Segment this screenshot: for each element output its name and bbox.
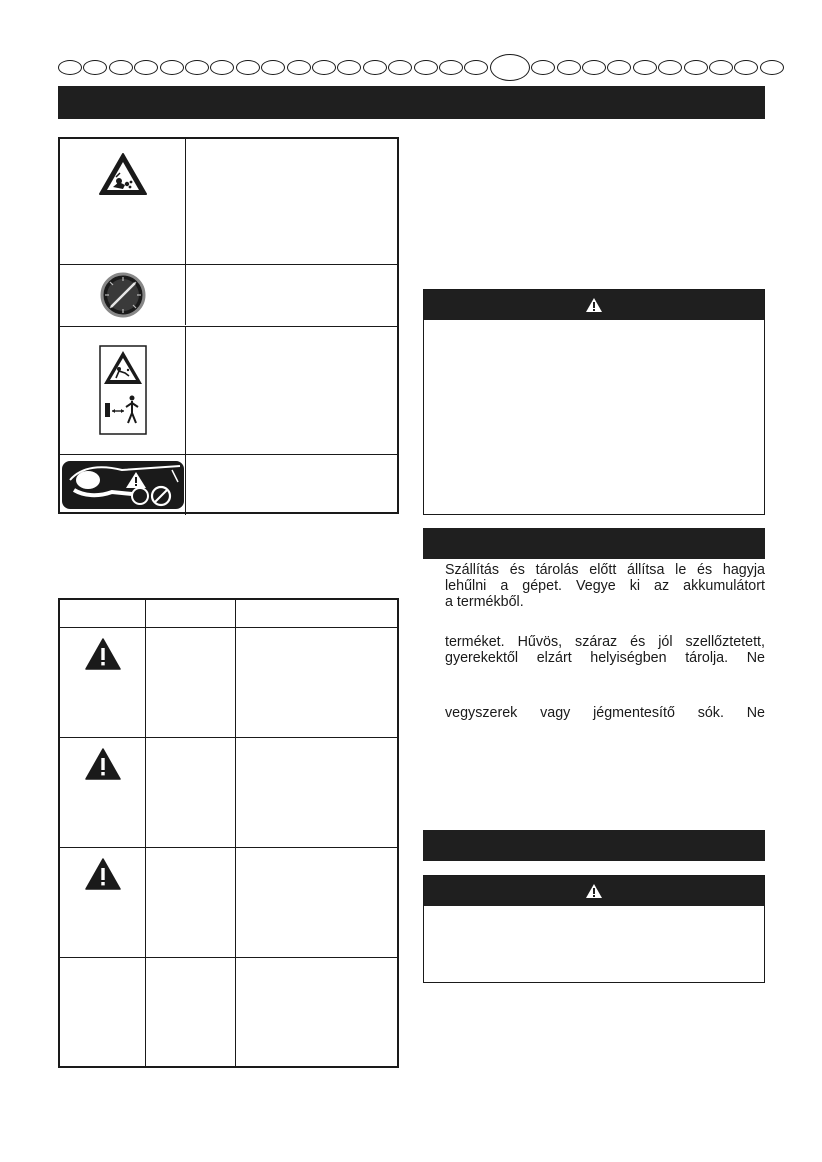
- warning-box: [423, 289, 765, 515]
- language-oval: [185, 60, 209, 75]
- symbol-row: [60, 326, 397, 455]
- language-oval: [160, 60, 184, 75]
- language-oval: [210, 60, 234, 75]
- language-oval: [531, 60, 555, 75]
- symbol-row: [60, 264, 397, 325]
- symbol-row: [60, 454, 397, 515]
- language-oval: [658, 60, 682, 75]
- language-oval: [557, 60, 581, 75]
- language-oval: [388, 60, 412, 75]
- language-oval: [58, 60, 82, 75]
- language-oval: [684, 60, 708, 75]
- language-oval: [439, 60, 463, 75]
- table-row: [60, 847, 397, 958]
- page-header-bar: [58, 86, 765, 119]
- table-row: [60, 737, 397, 848]
- language-oval: [464, 60, 488, 75]
- warning-triangle-icon: [60, 748, 146, 780]
- warning-box: [423, 875, 765, 983]
- guard-label-icon: [60, 460, 185, 510]
- warning-box-title: [424, 290, 764, 320]
- language-selector-strip: [58, 54, 766, 82]
- language-oval: [633, 60, 657, 75]
- language-oval: [709, 60, 733, 75]
- language-oval: [582, 60, 606, 75]
- language-oval: [134, 60, 158, 75]
- table-header: [60, 600, 397, 628]
- warning-triangle-icon: [585, 883, 603, 899]
- language-oval: [414, 60, 438, 75]
- storage-paragraph-2: terméket. Hűvös, száraz és jól szellőztetett, gyerekektől elzárt helyiségben tárolja. Ne: [445, 634, 765, 666]
- language-oval: [261, 60, 285, 75]
- symbols-table: [58, 137, 399, 514]
- warning-triangle-icon: [585, 297, 603, 313]
- warning-triangle-icon: [60, 638, 146, 670]
- table-row: [60, 627, 397, 738]
- language-oval: [734, 60, 758, 75]
- language-oval: [83, 60, 107, 75]
- table-row: [60, 957, 397, 1067]
- language-oval: [337, 60, 361, 75]
- language-oval: [109, 60, 133, 75]
- section-header-bar: [423, 528, 765, 559]
- language-oval: [312, 60, 336, 75]
- symbol-row: [60, 139, 397, 264]
- storage-paragraph-1: Szállítás és tárolás előtt állítsa le és hagyja lehűlni a gépet. Vegye ki az akkumulátort a termékből.: [445, 562, 765, 610]
- warning-levels-table: [58, 598, 399, 1068]
- language-oval-active: [490, 54, 530, 81]
- language-oval: [607, 60, 631, 75]
- warning-box-title: [424, 876, 764, 906]
- bystander-distance-icon: [60, 345, 185, 435]
- language-oval: [760, 60, 784, 75]
- language-oval: [287, 60, 311, 75]
- warning-triangle-icon: [60, 858, 146, 890]
- blade-icon: [60, 265, 185, 325]
- language-oval: [236, 60, 260, 75]
- thrown-objects-warning-icon: [60, 149, 185, 199]
- language-oval: [363, 60, 387, 75]
- storage-paragraph-3: vegyszerek vagy jégmentesítő sók. Ne: [445, 705, 765, 721]
- section-header-bar: [423, 830, 765, 861]
